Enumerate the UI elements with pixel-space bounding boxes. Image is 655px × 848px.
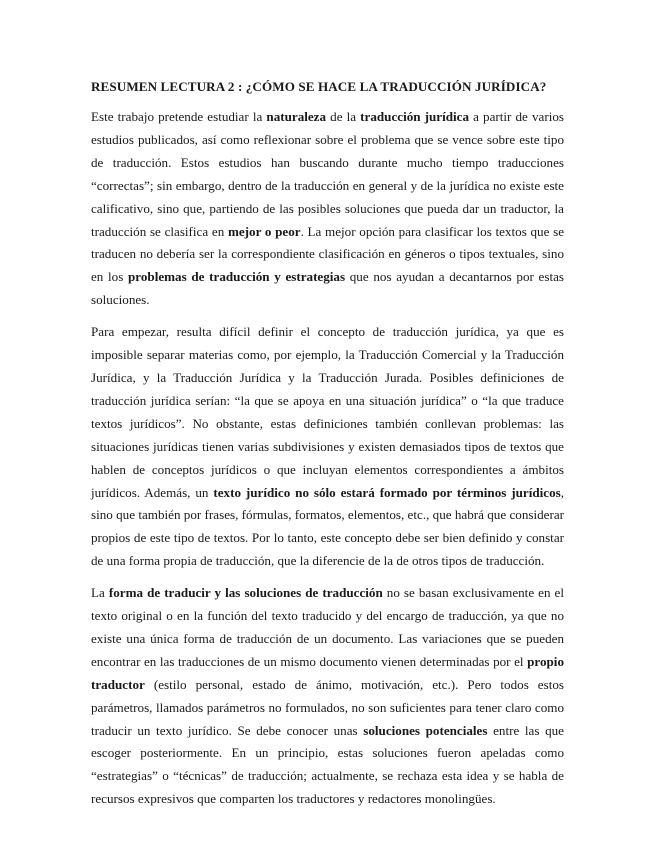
text-run: no se basan exclusivamente en el texto original o en la función del texto traducido y del encargo de traducción, ya que no existe una única forma de traducción de un documento. Las variaciones que se pueden encontrar en las traducciones de un mismo documento vienen determinadas por el xyxy=(91,585,565,669)
text-run: de la xyxy=(326,109,361,124)
text-run: , sino que también por frases, fórmulas, formatos, elementos, etc., que habrá que considerar propios de este tipo de textos. Por lo tanto, este concepto debe ser bien definido y constar de una forma propia de traducción, que la diferencie de la de otros tipos de traducción. xyxy=(91,484,565,569)
text-run: Este trabajo pretende estudiar la xyxy=(91,109,267,124)
bold-phrase: mejor o peor xyxy=(227,223,301,239)
bold-phrase: soluciones potenciales xyxy=(363,722,488,738)
text-run: (estilo personal, estado de ánimo, motivación, etc.). Pero todos estos parámetros, llamados parámetros no formulados, no son suficientes para tener claro como traducir un texto jurídico. Se debe conocer unas xyxy=(91,676,564,738)
text-run: . La mejor opción para clasificar los textos que se traducen no debería ser la correspondiente clasificación en géneros o tipos textuales, sino en los xyxy=(91,223,565,285)
text-run: La xyxy=(91,585,109,601)
bold-phrase: naturaleza xyxy=(266,109,327,124)
bold-phrase: problemas de traducción y estrategias xyxy=(128,269,346,285)
text-run: entre las que escoger posteriormente. En un principio, estas soluciones fueron apeladas como “estrategias” o “técnicas” de traducción; actualmente, se rechaza esta idea y se habla de recursos expresivos que comparten los traductores y redactores monolingües. xyxy=(91,722,564,807)
paragraph-3 xyxy=(91,582,564,811)
text-run: que nos ayudan a decantarnos por estas soluciones. xyxy=(91,269,565,308)
bold-phrase: propio traductor xyxy=(91,653,564,692)
text-run: a partir de varios estudios publicados, así como reflexionar sobre el problema que se vence sobre este tipo de traducción. Estos estudios han buscando durante mucho tiempo traducciones “correctas”; sin embargo, dentro de la traducción en general y de la jurídica no existe este calificativo, sino que, partiendo de las posibles soluciones que pueda dar un traductor, la traducción se clasifica en xyxy=(91,109,564,239)
document-title: RESUMEN LECTURA 2 : ¿CÓMO SE HACE LA TRADUCCIÓN JURÍDICA? xyxy=(91,79,547,94)
bold-phrase: texto jurídico no sólo estará formado por términos jurídicos xyxy=(213,484,561,500)
paragraph-1 xyxy=(91,106,564,312)
bold-phrase: forma de traducir y las soluciones de traducción xyxy=(108,585,383,601)
paragraph-2 xyxy=(91,321,564,573)
bold-phrase: traducción jurídica xyxy=(360,109,470,124)
text-run: Para empezar, resulta difícil definir el concepto de traducción jurídica, ya que es imposible separar materias como, por ejemplo, la Traducción Comercial y la Traducción Jurídica, y la Traducción Jurídica y la Traducción Jurada. Posibles definiciones de traducción jurídica serían: “la que se apoya en una situación jurídica” o “la que traduce textos jurídicos”. No obstante, estas definiciones también conllevan problemas: las situaciones jurídicas tienen varias subdivisiones y existen demasiados tipos de textos que hablen de conceptos jurídicos o que incluyan elementos correspondientes a ámbitos jurídicos. Además, un xyxy=(91,324,564,500)
